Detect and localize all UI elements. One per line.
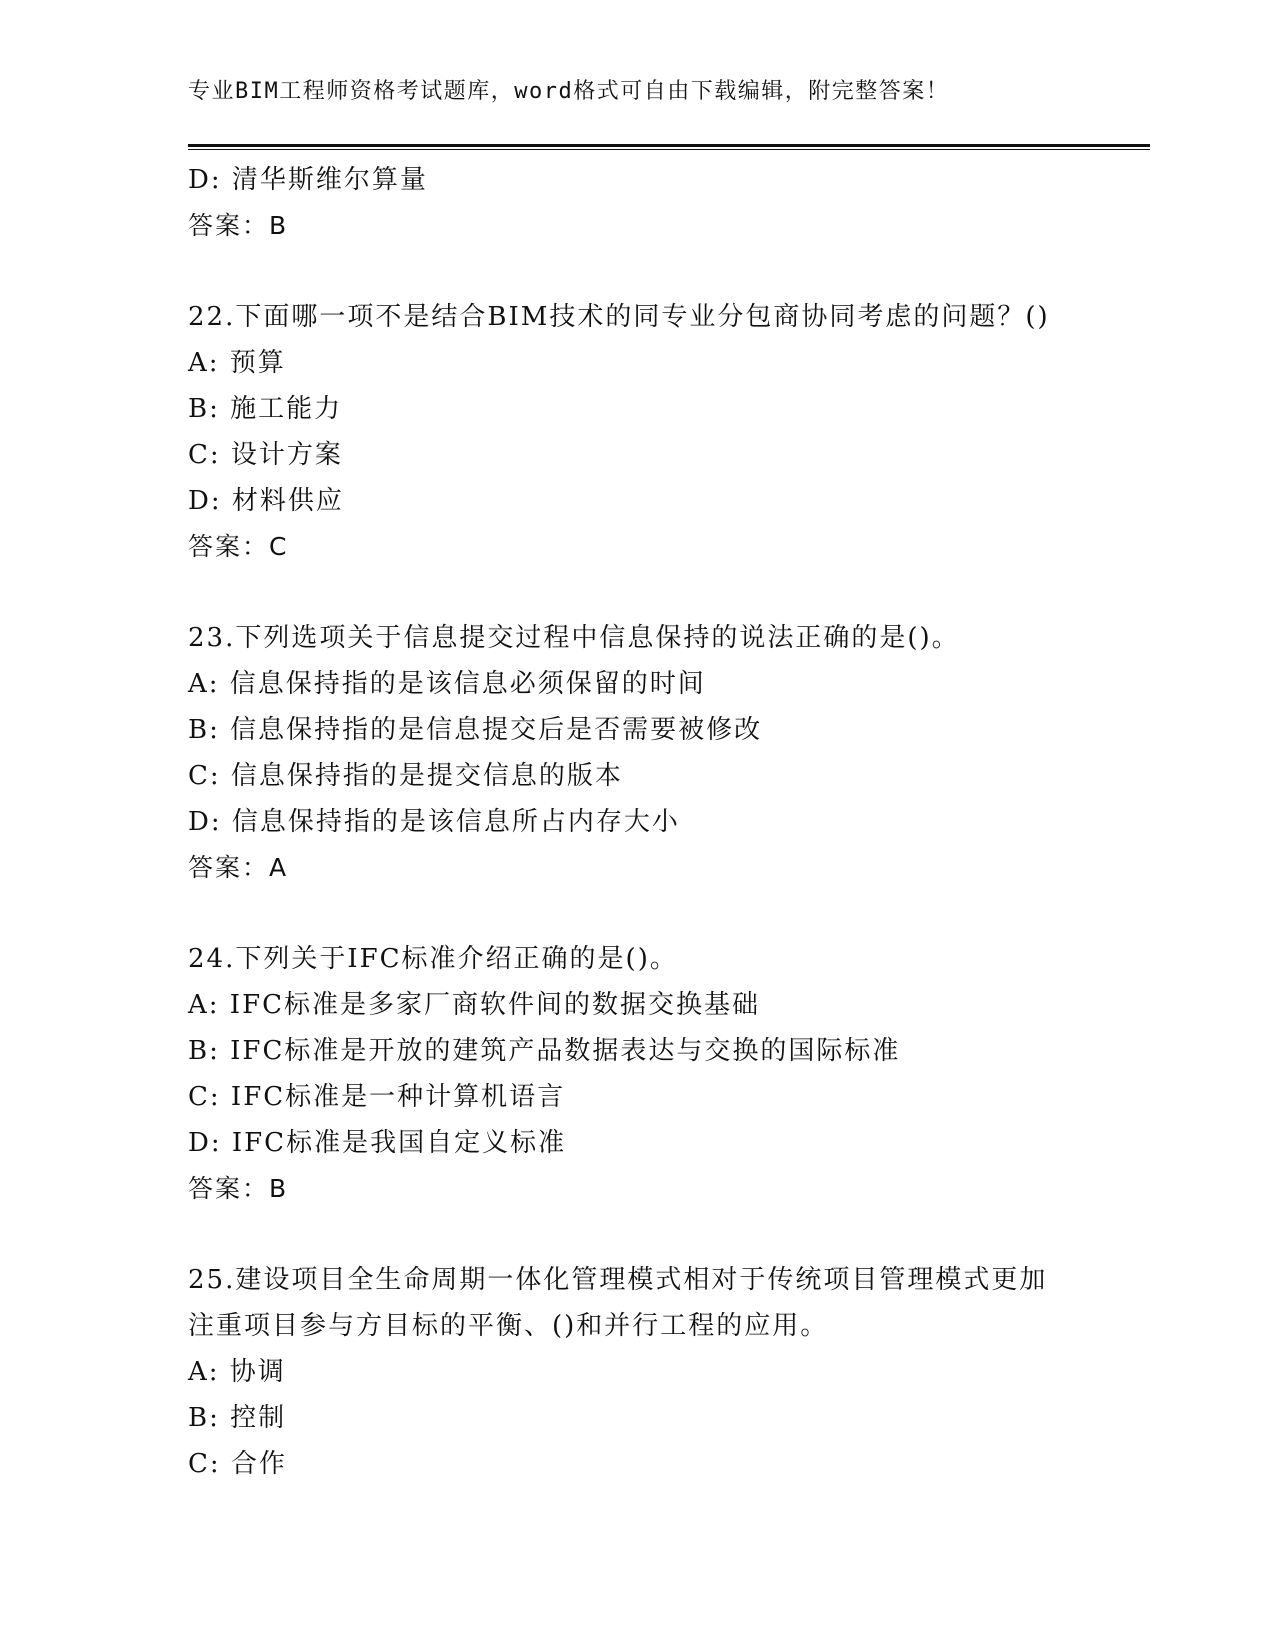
option-a: A: 预算 <box>188 348 286 378</box>
option-a: A: 协调 <box>188 1357 286 1387</box>
answer: 答案：B <box>188 1174 289 1203</box>
spacer <box>188 249 1088 294</box>
question-list <box>188 157 1088 1487</box>
question-text: 24.下列关于IFC标准介绍正确的是()。 <box>188 944 678 974</box>
question-24 <box>188 936 1088 1212</box>
answer: 答案：C <box>188 532 289 561</box>
option-d: D: IFC标准是我国自定义标准 <box>188 1128 567 1158</box>
option-b: B: 信息保持指的是信息提交后是否需要被修改 <box>188 715 763 745</box>
spacer <box>188 1212 1088 1257</box>
header-divider <box>188 144 1150 150</box>
question-text-line-2: 注重项目参与方目标的平衡、()和并行工程的应用。 <box>188 1311 829 1341</box>
question-22 <box>188 294 1088 570</box>
answer: 答案：A <box>188 853 289 882</box>
option-b: B: 施工能力 <box>188 394 343 424</box>
option-a: A: 信息保持指的是该信息必须保留的时间 <box>188 669 706 699</box>
page-header: 专业BIM工程师资格考试题库，word格式可自由下载编辑，附完整答案！ <box>188 79 950 104</box>
question-25 <box>188 1257 1088 1487</box>
question-text-line-1: 25.建设项目全生命周期一体化管理模式相对于传统项目管理模式更加 <box>188 1265 1048 1295</box>
option-b: B: 控制 <box>188 1403 287 1433</box>
question-text: 23.下列选项关于信息提交过程中信息保持的说法正确的是()。 <box>188 623 960 653</box>
option-b: B: IFC标准是开放的建筑产品数据表达与交换的国际标准 <box>188 1036 901 1066</box>
question-23 <box>188 615 1088 891</box>
option-d: D: 信息保持指的是该信息所占内存大小 <box>188 807 680 837</box>
option-c: C: 信息保持指的是提交信息的版本 <box>188 761 623 791</box>
question-text: 22.下面哪一项不是结合BIM技术的同专业分包商协同考虑的问题？() <box>188 302 1050 332</box>
spacer <box>188 891 1088 936</box>
option-c: C: 合作 <box>188 1449 287 1479</box>
option-a: A: IFC标准是多家厂商软件间的数据交换基础 <box>188 990 761 1020</box>
spacer <box>188 570 1088 615</box>
option-c: C: IFC标准是一种计算机语言 <box>188 1082 566 1112</box>
prev-option-d: D: 清华斯维尔算量 <box>188 165 428 195</box>
option-d: D: 材料供应 <box>188 486 344 516</box>
option-c: C: 设计方案 <box>188 440 343 470</box>
prev-answer: 答案：B <box>188 211 289 240</box>
